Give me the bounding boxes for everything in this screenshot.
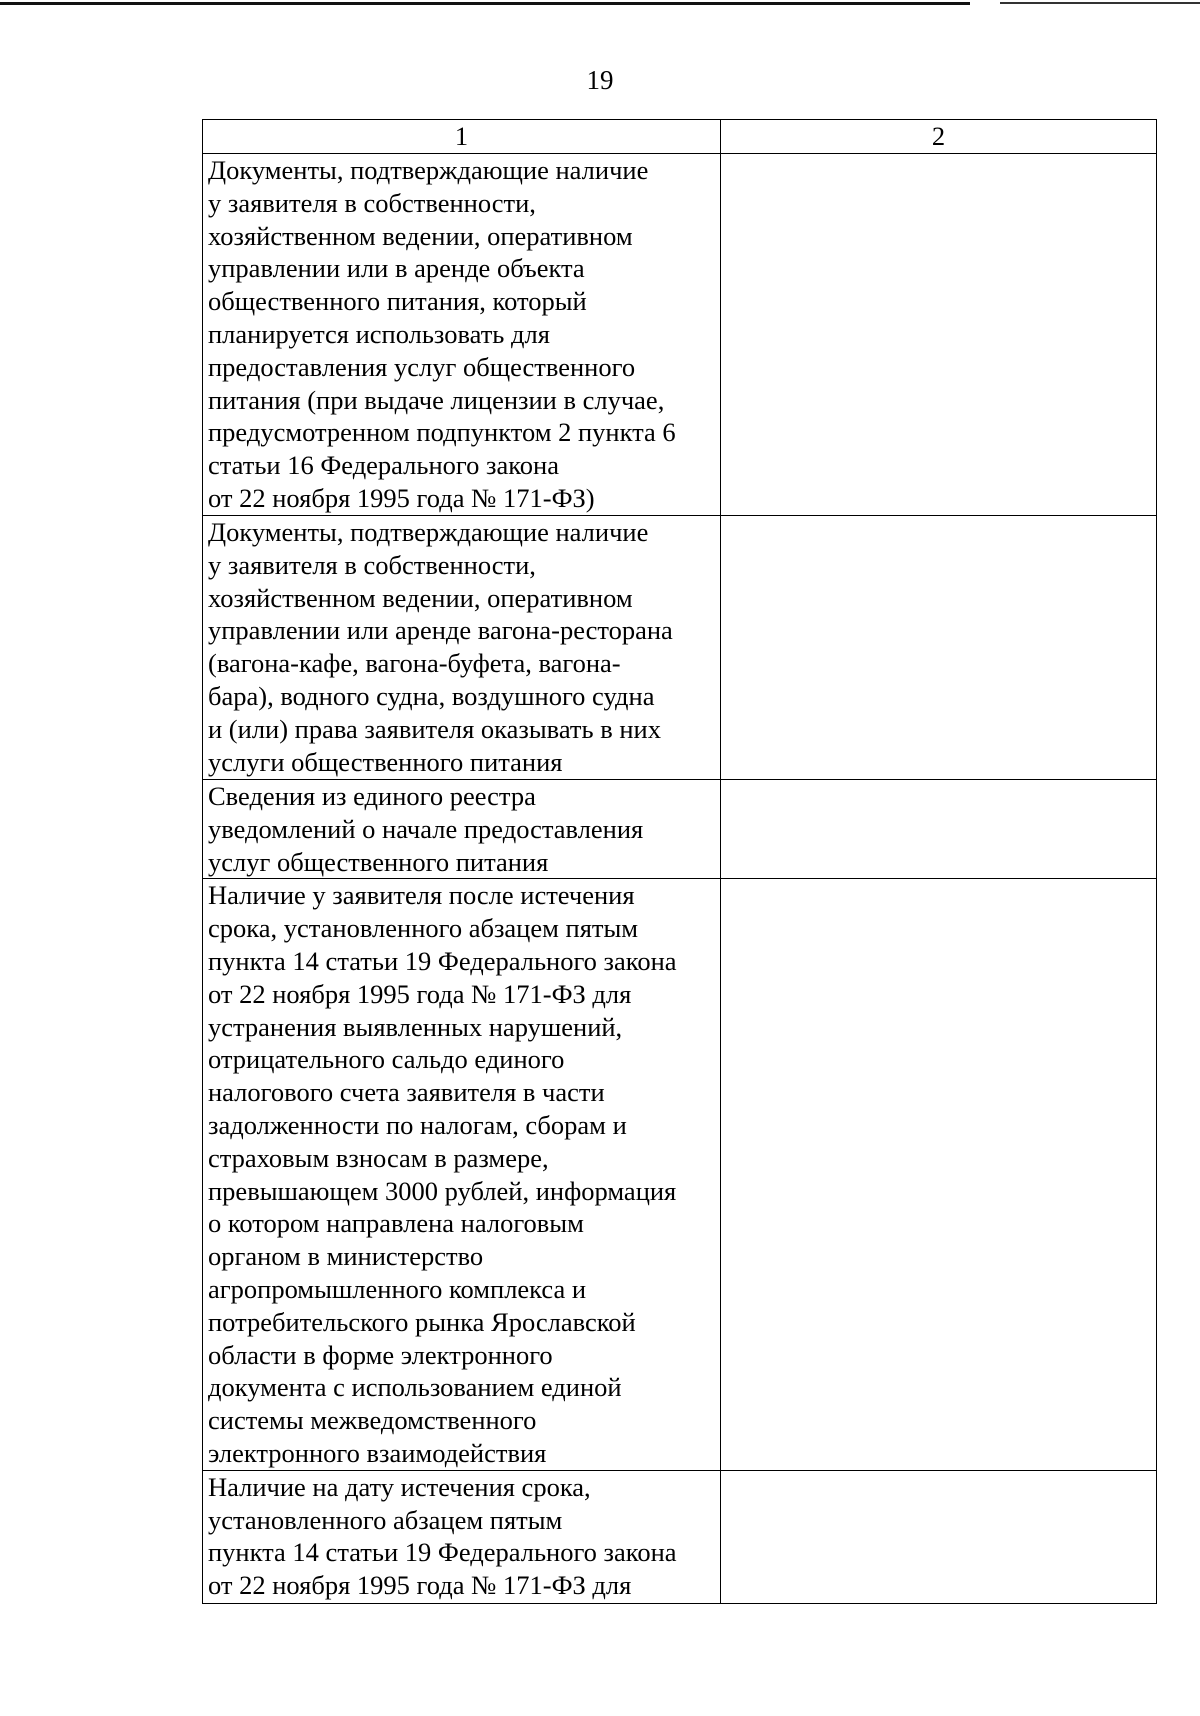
table-row xyxy=(203,1470,1157,1603)
page-number: 19 xyxy=(586,65,614,95)
cell-text: Документы, подтверждающие наличие у заявителя в собственности, хозяйственном ведении, оперативном управлении или в аренде объекта общественного питания, который планируется использовать для предоставления услуг общественного питания (при выдаче лицензии в случае, предусмотренном подпунктом 2 пункта 6 статьи 16 Федерального закона от 22 ноября 1995 года № 171-ФЗ) xyxy=(208,155,676,513)
cell-text: Наличие на дату истечения срока, установленного абзацем пятым пункта 14 статьи 19 Федерального закона от 22 ноября 1995 года № 171-ФЗ для xyxy=(208,1471,677,1601)
top-scan-rule xyxy=(0,2,970,5)
table-row xyxy=(203,780,1157,879)
table-cell-col2 xyxy=(721,1470,1157,1603)
top-scan-rule-right xyxy=(1000,2,1200,4)
table-cell-col1 xyxy=(203,516,721,780)
cell-text: Документы, подтверждающие наличие у заявителя в собственности, хозяйственном ведении, оперативном управлении или аренде вагона-ресторана (вагона-кафе, вагона-буфета, вагона- бара), водного судна, воздушного судна и (или) права заявителя оказывать в них услуги общественного питания xyxy=(208,517,673,777)
table-cell-col2 xyxy=(721,154,1157,516)
table-cell-col1 xyxy=(203,154,721,516)
table-cell-col2 xyxy=(721,516,1157,780)
cell-text: Сведения из единого реестра уведомлений о начале предоставления услуг общественного питания xyxy=(208,781,644,877)
column-header-1: 1 xyxy=(203,120,721,154)
table-cell-col2 xyxy=(721,879,1157,1470)
requirements-table xyxy=(202,119,1157,1604)
cell-text: Наличие у заявителя после истечения срока, установленного абзацем пятым пункта 14 статьи 19 Федерального закона от 22 ноября 1995 года № 171-ФЗ для устранения выявленных нарушений, отрицательного сальдо единого налогового счета заявителя в части задолженности по налогам, сборам и страховым взносам в размере, превышающем 3000 рублей, информация о котором направлена налоговым органом в министерство агропромышленного комплекса и потребительского рынка Ярославской области в форме электронного документа с использованием единой системы межведомственного электронного взаимодействия xyxy=(208,880,677,1468)
table-row xyxy=(203,879,1157,1470)
table-row xyxy=(203,154,1157,516)
table-cell-col2 xyxy=(721,780,1157,879)
table-cell-col1 xyxy=(203,780,721,879)
table-header-row xyxy=(203,120,1157,154)
table-cell-col1 xyxy=(203,1470,721,1603)
column-header-2: 2 xyxy=(721,120,1157,154)
table-cell-col1 xyxy=(203,879,721,1470)
table-row xyxy=(203,516,1157,780)
